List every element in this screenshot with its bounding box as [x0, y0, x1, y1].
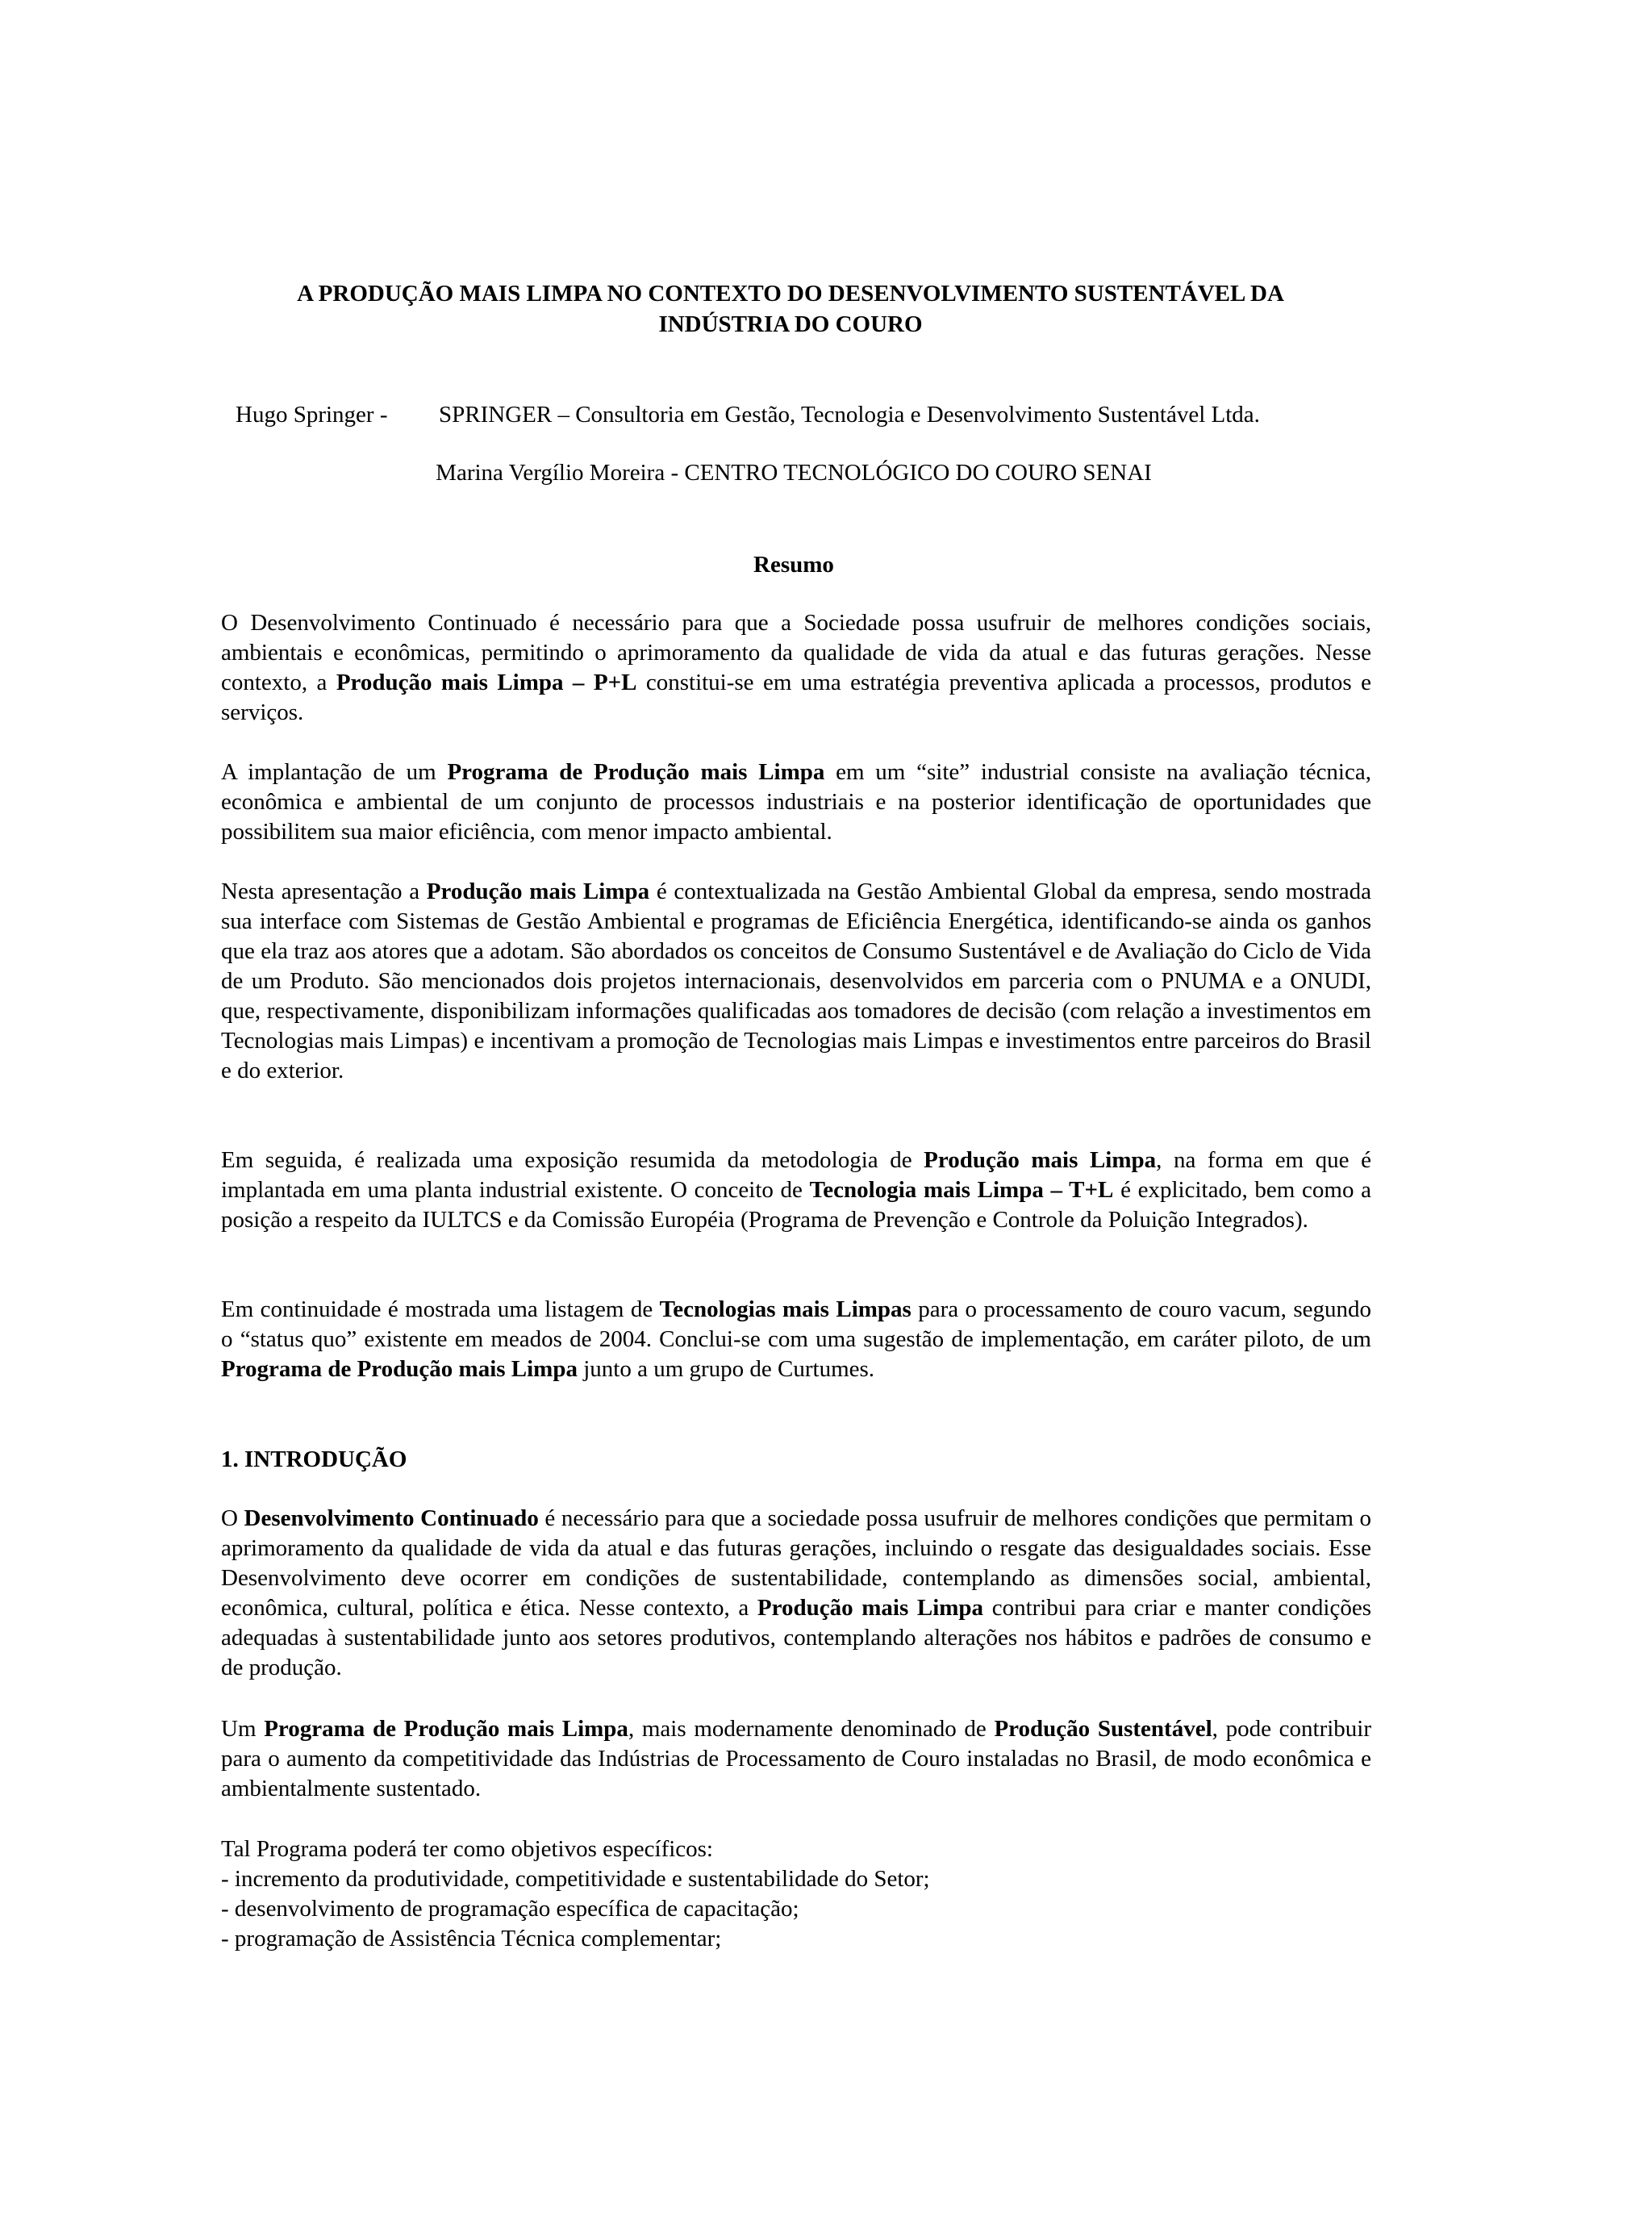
intro-paragraph-2: Um Programa de Produção mais Limpa, mais modernamente denominado de Produção Sustentável, pode contribuir para o aumento da competitividade das Indústrias de Processamento de Couro instaladas no Brasil, de modo econômica e ambientalmente sustentado. [221, 1716, 1372, 1801]
author-2-line: Marina Vergílio Moreira - CENTRO TECNOLÓGICO DO COURO SENAI [436, 460, 1152, 486]
title-line-2: INDÚSTRIA DO COURO [658, 311, 923, 337]
section-heading-introduction: 1. INTRODUÇÃO [221, 1446, 407, 1472]
objectives-list [221, 1835, 1371, 1954]
author-1-block [236, 400, 1260, 430]
list-item: - desenvolvimento de programação específica de capacitação; [221, 1896, 799, 1922]
abstract-paragraph-2: A implantação de um Programa de Produção mais Limpa em um “site” industrial consiste na avaliação técnica, econômica e ambiental de um conjunto de processos industriais e na posterior identificação de oportunidades que possibilitem sua maior eficiência, com menor impacto ambiental. [221, 759, 1371, 845]
abstract-paragraph-1: O Desenvolvimento Continuado é necessário para que a Sociedade possa usufruir de melhores condições sociais, ambientais e econômicas, permitindo o aprimoramento da qualidade de vida da atual e das futuras gerações. Nesse contexto, a Produção mais Limpa – P+L constitui-se em uma estratégia preventiva aplicada a processos, produtos e serviços. [221, 610, 1371, 725]
list-item: - programação de Assistência Técnica complementar; [221, 1926, 722, 1951]
title-line-1: A PRODUÇÃO MAIS LIMPA NO CONTEXTO DO DESENVOLVIMENTO SUSTENTÁVEL DA [297, 281, 1284, 307]
abstract-paragraph-4: Em seguida, é realizada uma exposição resumida da metodologia de Produção mais Limpa, na forma em que é implantada em uma planta industrial existente. O conceito de Tecnologia mais Limpa – T+L é explicitado, bem como a posição a respeito da IULTCS e da Comissão Européia (Programa de Prevenção e Controle da Poluição Integrados). [221, 1147, 1371, 1233]
intro-paragraph-1: O Desenvolvimento Continuado é necessário para que a sociedade possa usufruir de melhores condições que permitam o aprimoramento da qualidade de vida da atual e das futuras gerações, incluindo o resgate das desigualdades sociais. Esse Desenvolvimento deve ocorrer em condições de sustentabilidade, contemplando as dimensões social, ambiental, econômica, cultural, política e ética. Nesse contexto, a Produção mais Limpa contribui para criar e manter condições adequadas à sustentabilidade junto aos setores produtivos, contemplando alterações nos hábitos e padrões de consumo e de produção. [221, 1505, 1371, 1680]
abstract-paragraph-5: Em continuidade é mostrada uma listagem de Tecnologias mais Limpas para o processamento de couro vacum, segundo o “status quo” existente em meados de 2004. Conclui-se com uma sugestão de implementação, em caráter piloto, de um Programa de Produção mais Limpa junto a um grupo de Curtumes. [221, 1296, 1371, 1382]
list-intro: Tal Programa poderá ter como objetivos específicos: [221, 1836, 713, 1862]
author-1-name: Hugo Springer - [236, 402, 388, 428]
paper-title [218, 278, 1363, 340]
author-1-affiliation: SPRINGER – Consultoria em Gestão, Tecnologia e Desenvolvimento Sustentável Ltda. [439, 402, 1260, 428]
abstract-heading: Resumo [753, 552, 834, 578]
abstract-paragraph-3: Nesta apresentação a Produção mais Limpa é contextualizada na Gestão Ambiental Global da empresa, sendo mostrada sua interface com Sistemas de Gestão Ambiental e programas de Eficiência Energética, identificando-se ainda os ganhos que ela traz aos atores que a adotam. São abordados os conceitos de Consumo Sustentável e de Avaliação do Ciclo de Vida de um Produto. São mencionados dois projetos internacionais, desenvolvidos em parceria com o PNUMA e a ONUDI, que, respectivamente, disponibilizam informações qualificadas aos tomadores de decisão (com relação a investimentos em Tecnologias mais Limpas) e incentivam a promoção de Tecnologias mais Limpas e investimentos entre parceiros do Brasil e do exterior. [221, 879, 1371, 1083]
list-item: - incremento da produtividade, competitividade e sustentabilidade do Setor; [221, 1866, 930, 1892]
